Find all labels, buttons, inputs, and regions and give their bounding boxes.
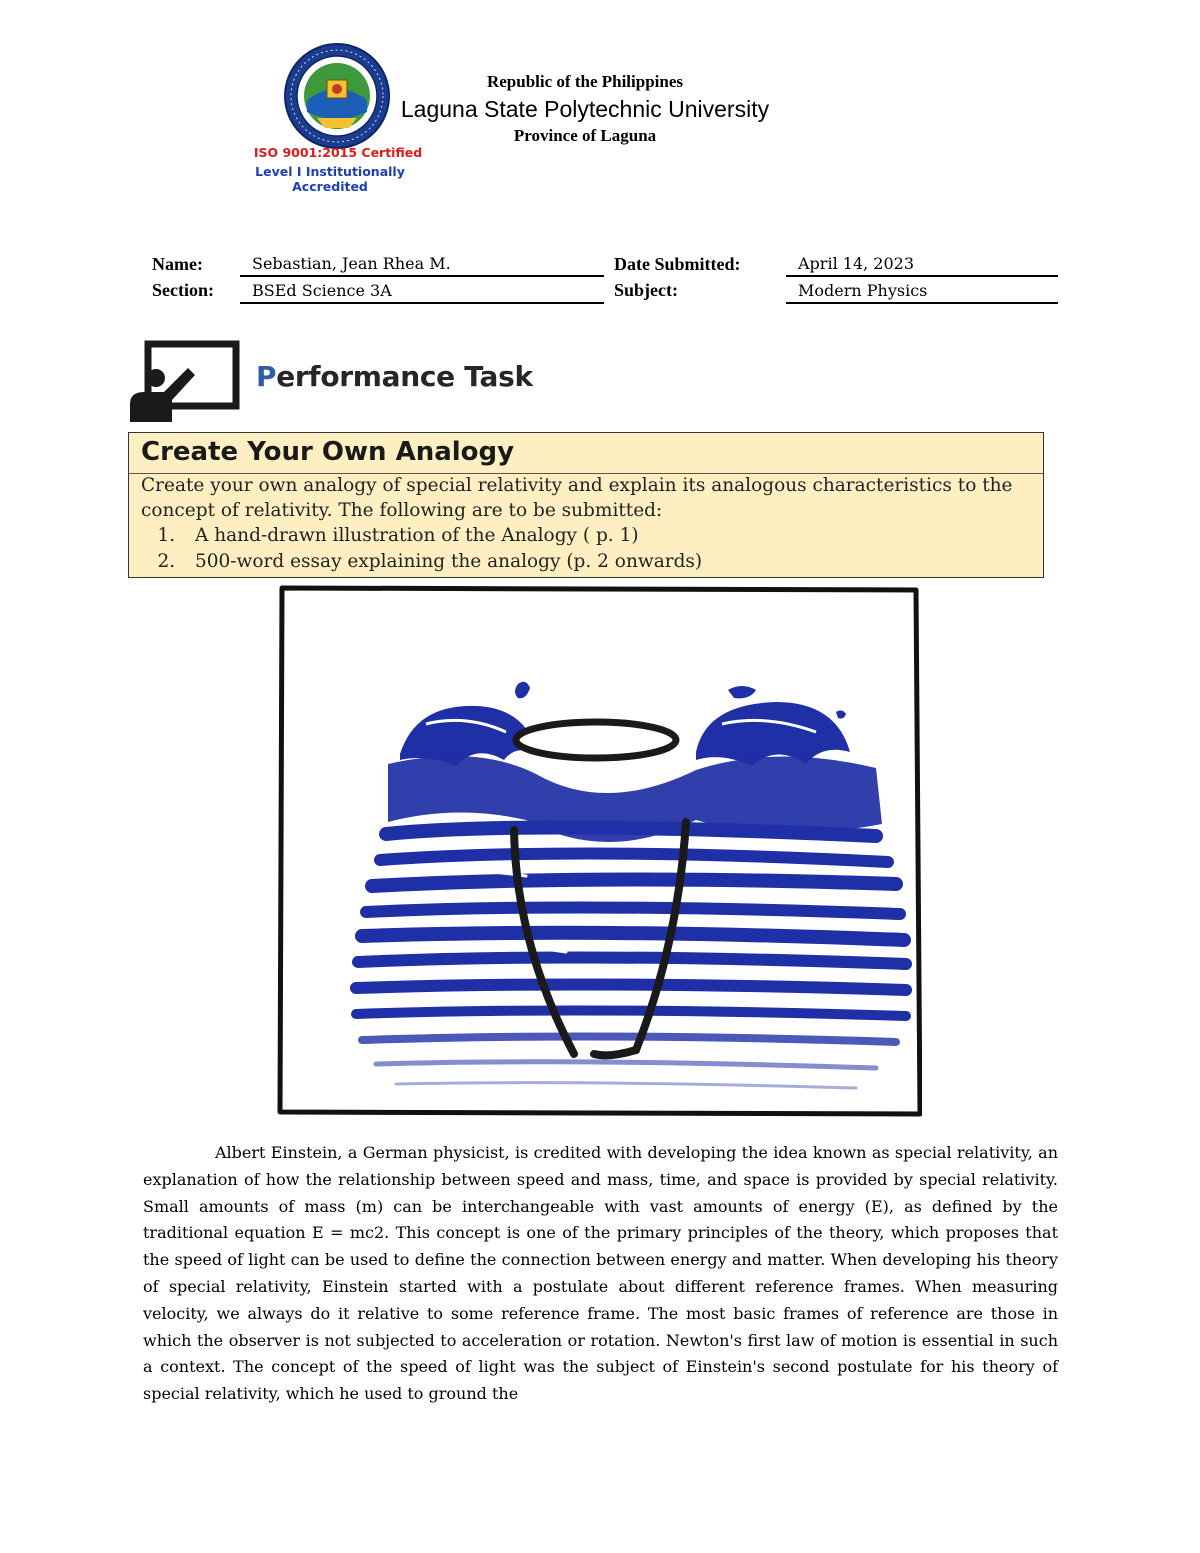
teacher-presentation-icon <box>128 340 243 422</box>
assignment-description: Create your own analogy of special relativity and explain its analogous characteristics to the concept of relativity. The following are to be submitted: <box>141 475 1013 521</box>
university-seal-logo <box>283 42 391 150</box>
performance-task-title <box>256 360 533 393</box>
requirement-item: 1. A hand-drawn illustration of the Analogy ( p. 1) <box>181 523 702 549</box>
country-heading: Republic of the Philippines <box>486 72 683 91</box>
name-field: Sebastian, Jean Rhea M. <box>240 253 604 277</box>
title-rest: erformance Task <box>276 360 533 393</box>
assignment-heading: Create Your Own Analogy <box>141 437 515 467</box>
date-submitted-field: April 14, 2023 <box>786 253 1058 277</box>
date-submitted-label: Date Submitted: <box>614 254 741 274</box>
subject-field: Modern Physics <box>786 280 1058 304</box>
university-name: Laguna State Polytechnic University <box>400 96 770 122</box>
iso-certification: ISO 9001:2015 Certified <box>253 145 423 160</box>
section-label: Section: <box>152 280 214 300</box>
hand-drawn-illustration <box>276 584 922 1118</box>
requirements-list <box>159 523 702 575</box>
essay-paragraph: Albert Einstein, a German physicist, is credited with developing the idea known as special relativity, an explanation of how the relationship between speed and mass, time, and space is provided by special relativity. Small amounts of mass (m) can be interchangeable with vast amounts of energy (E), as defined by the traditional equation E = mc2. This concept is one of the primary principles of the theory, which proposes that the speed of light can be used to define the connection between energy and matter. When developing his theory of special relativity, Einstein started with a postulate about different reference frames. When measuring velocity, we always do it relative to some reference frame. The most basic frames of reference are those in which the observer is not subjected to acceleration or rotation. Newton's first law of motion is essential in such a context. The concept of the speed of light was the subject of Einstein's second postulate for his theory of special relativity, which he used to ground the <box>143 1143 1058 1404</box>
requirement-item: 2. 500-word essay explaining the analogy (p. 2 onwards) <box>181 549 702 575</box>
subject-label: Subject: <box>614 280 678 300</box>
name-label: Name: <box>152 254 203 274</box>
province-heading: Province of Laguna <box>513 126 657 145</box>
section-field: BSEd Science 3A <box>240 280 604 304</box>
assignment-box <box>128 432 1044 578</box>
accreditation-level: Level I Institutionally Accredited <box>255 164 405 194</box>
title-initial: P <box>256 360 277 393</box>
